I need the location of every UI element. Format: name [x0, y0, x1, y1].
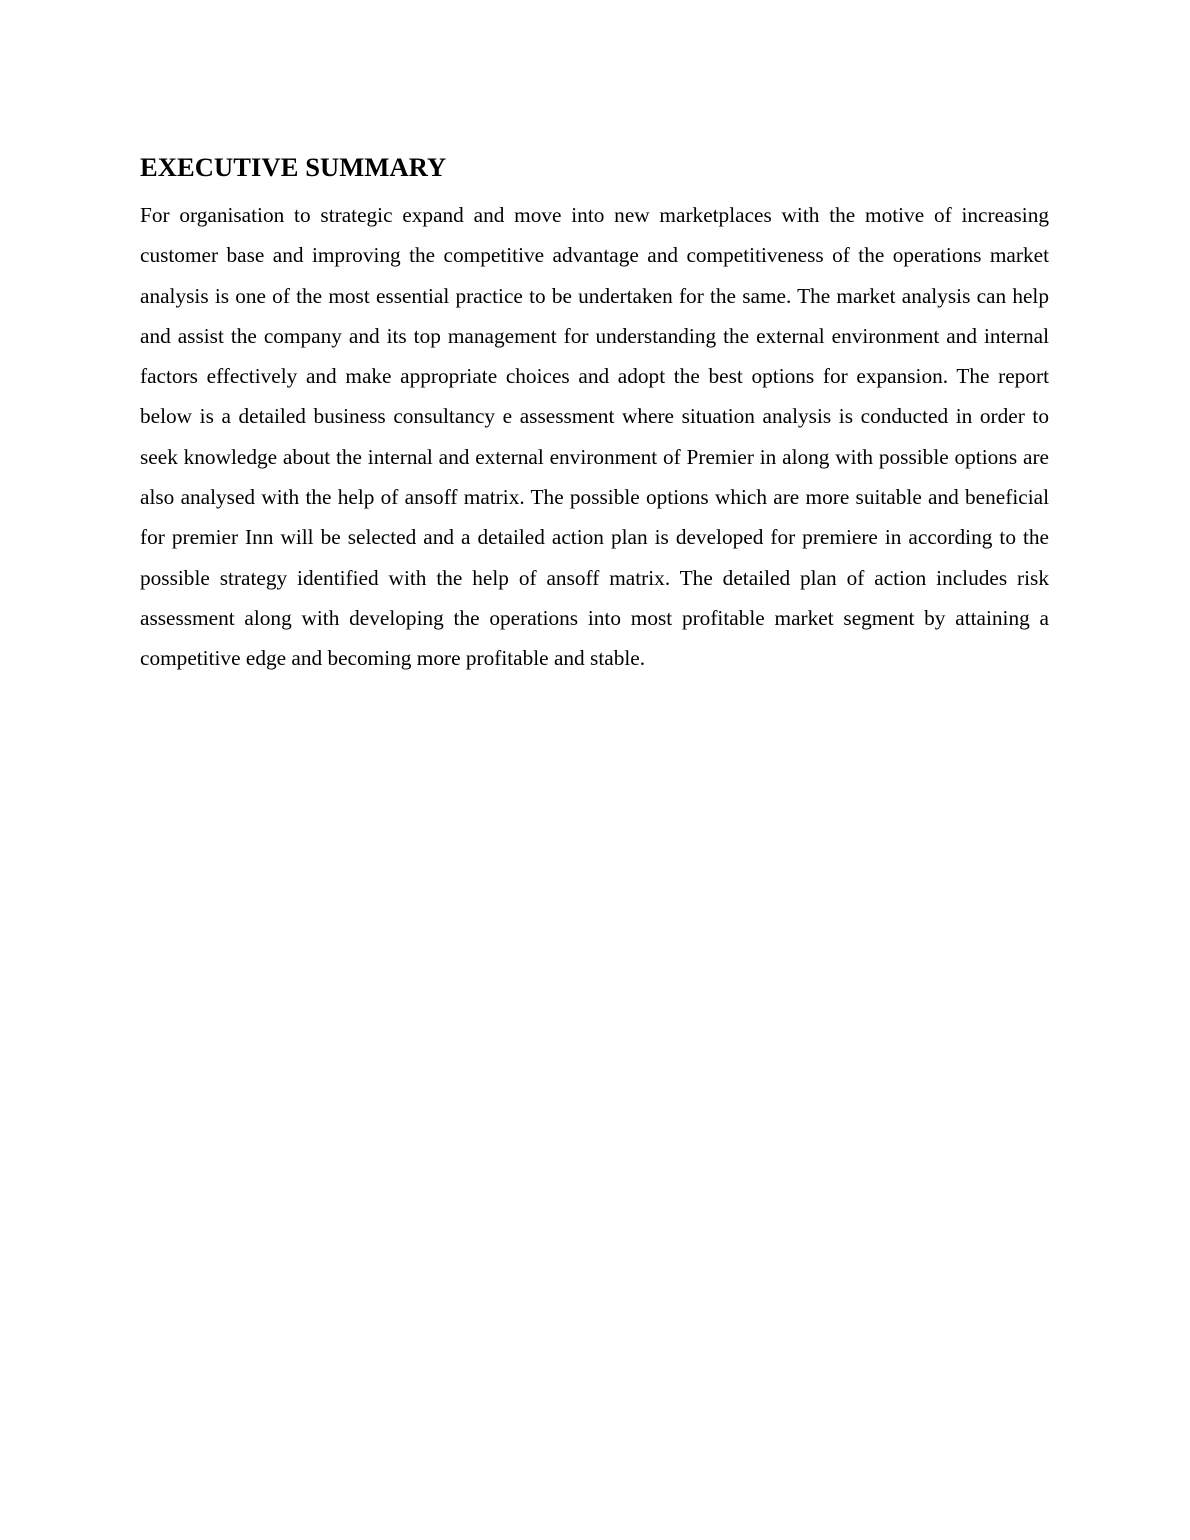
body-paragraph: For organisation to strategic expand and move into new marketplaces with the motive of increasing customer base and improving the competitive advantage and competitiveness of the operations market analysis is one of the most essential practice to be undertaken for the same. The market analysis can help and assist the company and its top management for understanding the external environment and internal factors effectively and make appropriate choices and adopt the best options for expansion. The report below is a detailed business consultancy e assessment where situation analysis is conducted in order to seek knowledge about the internal and external environment of Premier in along with possible options are also analysed with the help of ansoff matrix. The possible options which are more suitable and beneficial for premier Inn will be selected and a detailed action plan is developed for premiere in according to the possible strategy identified with the help of ansoff matrix. The detailed plan of action includes risk assessment along with developing the operations into most profitable market segment by attaining a competitive edge and becoming more profitable and stable.: [140, 203, 1049, 671]
page-content: [140, 150, 1049, 679]
section-heading: EXECUTIVE SUMMARY: [140, 152, 447, 182]
